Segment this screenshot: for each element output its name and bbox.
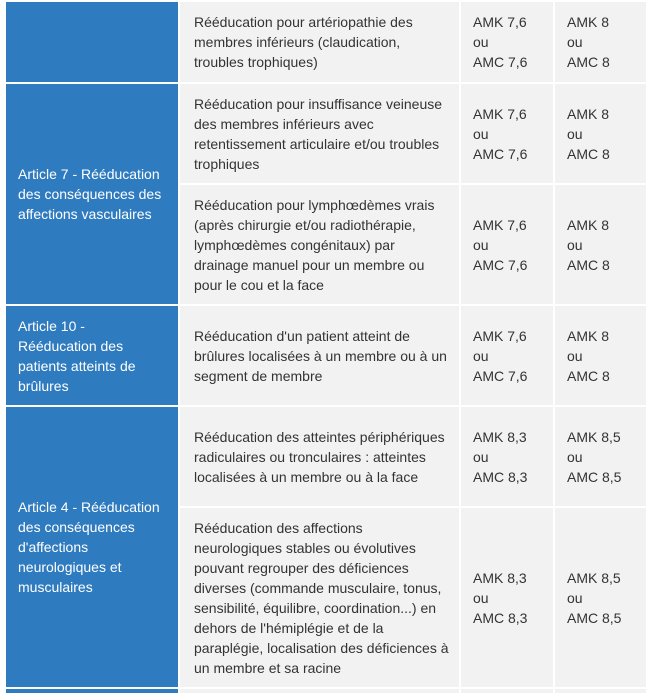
tarif-secondary: AMK 8 ou AMC 8 <box>554 184 647 305</box>
tarif-primary: AMK 7,6 ou AMC 7,6 <box>460 1 554 83</box>
article-cell: Article 4 - Rééducation des conséquences d'affections neurologiques et musculaires <box>5 406 179 688</box>
act-description: Rééducation pour artériopathie des membres inférieurs (claudication, troubles trophiques) <box>179 1 460 83</box>
tarif-secondary <box>554 688 647 694</box>
nomenclature-table <box>4 0 648 695</box>
tarif-primary: AMK 8,3 ou AMC 8,3 <box>460 406 554 507</box>
tarif-primary: AMK 7,6 ou AMC 7,6 <box>460 305 554 406</box>
article-cell: Article 7 - Rééducation des conséquences des affections vasculaires <box>5 83 179 305</box>
table-row <box>5 83 647 184</box>
tarif-primary: AMK 7,6 ou AMC 7,6 <box>460 83 554 184</box>
tarif-primary: AMK 8,3 ou AMC 8,3 <box>460 507 554 688</box>
table-row <box>5 305 647 406</box>
tarif-secondary: AMK 8 ou AMC 8 <box>554 1 647 83</box>
table-row <box>5 406 647 507</box>
act-description: Rééducation des affections neurologiques stables ou évolutives pouvant regrouper des déficiences diverses (commande musculaire, tonus, sensibilité, équilibre, coordination...) en dehors de l'hémiplégie et de la paraplégie, localisation des déficiences à un membre et sa racine <box>179 507 460 688</box>
act-description: Rééducation pour insuffisance veineuse des membres inférieurs avec retentissement articulaire et/ou troubles trophiques <box>179 83 460 184</box>
tarif-secondary: AMK 8 ou AMC 8 <box>554 83 647 184</box>
tarif-secondary: AMK 8,5 ou AMC 8,5 <box>554 406 647 507</box>
table-row <box>5 1 647 83</box>
tarif-primary: AMK 7,6 ou AMC 7,6 <box>460 184 554 305</box>
act-description <box>179 688 460 694</box>
article-cell: Article 10 - Rééducation des patients atteints de brûlures <box>5 305 179 406</box>
article-cell <box>5 1 179 83</box>
act-description: Rééducation pour lymphœdèmes vrais (après chirurgie et/ou radiothérapie, lymphœdèmes congénitaux) par drainage manuel pour un membre ou pour le cou et la face <box>179 184 460 305</box>
table-row <box>5 688 647 694</box>
tarif-secondary: AMK 8,5 ou AMC 8,5 <box>554 507 647 688</box>
act-description: Rééducation des atteintes périphériques radiculaires ou tronculaires : atteintes localisées à un membre ou à la face <box>179 406 460 507</box>
tarif-primary <box>460 688 554 694</box>
tarif-secondary: AMK 8 ou AMC 8 <box>554 305 647 406</box>
act-description: Rééducation d'un patient atteint de brûlures localisées à un membre ou à un segment de membre <box>179 305 460 406</box>
article-cell <box>5 688 179 694</box>
